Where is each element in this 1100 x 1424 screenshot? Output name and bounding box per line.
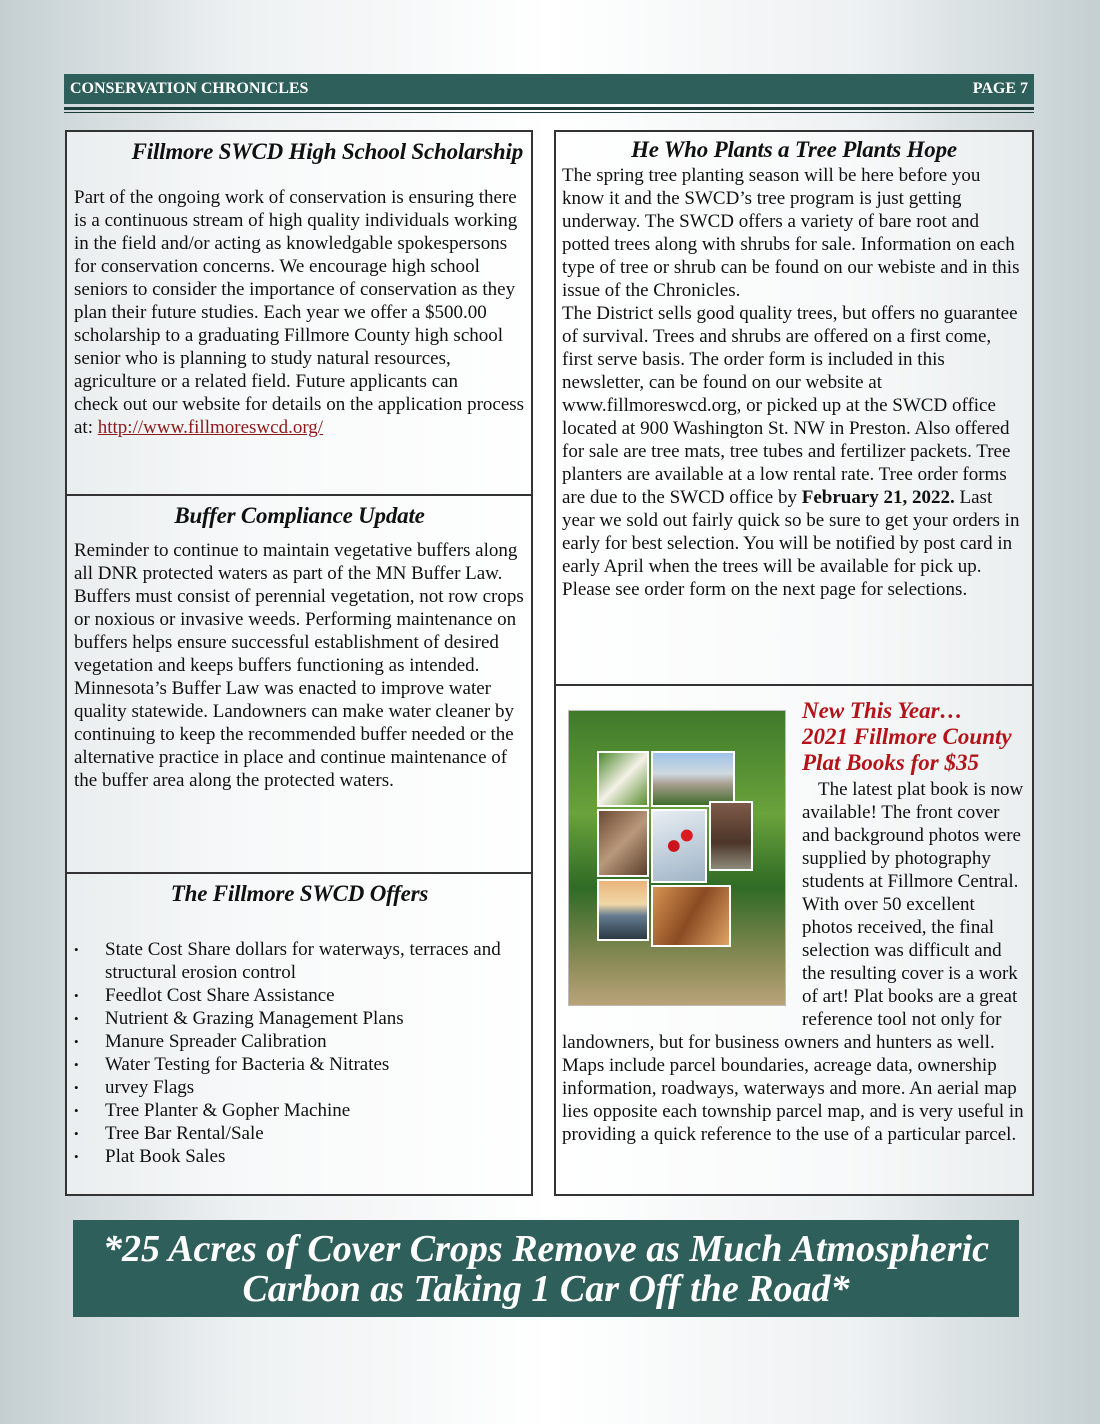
banner-line-2: Carbon as Taking 1 Car Off the Road* [242,1267,850,1310]
list-item: • State Cost Share dollars for waterways, terraces and structural erosion control [105,938,525,984]
banner-text [103,1229,989,1309]
tree-paragraph-2 [562,302,1026,601]
list-item: • Tree Planter & Gopher Machine [105,1099,525,1122]
tree-paragraph-1: The spring tree planting season will be here before you know it and the SWCD’s tree program is just getting underway. The SWCD offers a variety of bare root and potted trees along with shrubs for sale. Information on each type of tree or shrub can be found on our webiste and in this issue of the Chronicles. [562,165,1020,301]
plat-book-cover-collage [568,710,786,1006]
list-item: • urvey Flags [105,1076,525,1099]
offers-title: The Fillmore SWCD Offers [170,881,429,906]
list-item: • Feedlot Cost Share Assistance [105,984,525,1007]
buffer-body: Reminder to continue to maintain vegetative buffers along all DNR protected waters as part of the MN Buffer Law. Buffers must consist of perennial vegetation, not row crops or noxious or invasive weeds. Performing maintenance on buffers helps ensure successful establishment of desired vegetation and keeps buffers functioning as intended. Minnesota’s Buffer Law was enacted to improve water quality statewide. Landowners can make water cleaner by continuing to keep the recommended buffer needed or the alternative practice in place and continue maintenance of the buffer area along the protected waters. [74,540,524,791]
header-divider [64,107,1034,110]
tree-bark-photo [597,809,649,877]
banner-line-1: *25 Acres of Cover Crops Remove as Much Atmospheric [103,1227,989,1270]
buffer-title: Buffer Compliance Update [174,503,425,528]
offers-article [65,872,533,1196]
plat-book-article [554,684,1034,1196]
page-number: PAGE 7 [972,80,1028,97]
sunset-farm-photo [597,879,649,941]
barn-photo [651,751,735,807]
header-divider-thin [64,112,1034,113]
page-header [64,74,1034,104]
list-item: • Manure Spreader Calibration [105,1030,525,1053]
cover-crop-banner [73,1220,1019,1317]
scholarship-article [65,130,533,496]
list-item: • Plat Book Sales [105,1145,525,1168]
order-deadline: February 21, 2022. [801,487,955,508]
newsletter-title: CONSERVATION CHRONICLES [70,80,309,97]
flowers-photo [597,751,649,807]
tree-text: The District sells good quality trees, but offers no guarantee of survival. Trees and shrubs are offered on a first come, first serve basis. The order form is included in this newsletter, can be found on our website at www.fillmoreswcd.org, or picked up at the SWCD office located at 900 Washington St. NW in Preston. Also offered for sale are tree mats, tree tubes and fertilizer packets. Tree planters are available at a low rental rate. Tree order forms are due to the SWCD office by [562,303,1018,508]
scholarship-text: Part of the ongoing work of conservation is ensuring there is a continuous stream of high quality individuals working in the field and/or acting as knowledgable spokespersons for conservation concerns. We encourage high school seniors to consider the importance of conservation as they plan their future studies. Each year we offer a $500.00 scholarship to a graduating Fillmore County high school senior who is planning to study natural resources, agriculture or a related field. Future applicants can [74,187,518,392]
tree-title: He Who Plants a Tree Plants Hope [631,137,957,162]
tree-text-2: Last year we sold out fairly quick so be sure to get your orders in early for best selection. You will be notified by post card in early April when the trees will be available for pick up. Please see order form on the next page for selections. [562,487,1020,600]
list-item: • Water Testing for Bacteria & Nitrates [105,1053,525,1076]
plat-headline-title: 2021 Fillmore County Plat Books for $35 [802,724,1012,775]
list-item: • Nutrient & Grazing Management Plans [105,1007,525,1030]
list-item: • Tree Bar Rental/Sale [105,1122,525,1145]
berries-photo [651,809,707,883]
scholarship-body [74,186,525,439]
scholarship-title: Fillmore SWCD High School Scholarship [131,139,523,164]
scholarship-link[interactable]: http://www.fillmoreswcd.org/ [97,417,324,438]
plat-headline-new: New This Year… [802,698,963,723]
tree-article [554,130,1034,686]
old-building-photo [709,801,753,871]
offers-list [74,938,525,1168]
scholarship-text-2: check out our website for details on the application process at: [74,394,525,438]
wood-grain-photo [651,885,731,947]
buffer-article [65,494,533,874]
plat-body: The latest plat book is now available! The front cover and background photos were supplied by photography students at Fillmore Central. With over 50 excellent photos received, the final selection was difficult and the resulting cover is a work of art! Plat books are a great reference tool not only for landowners, but for business owners and hunters as well. Maps include parcel boundaries, acreage data, ownership information, roadways, waterways and more. An aerial map lies opposite each township parcel map, and is very useful in providing a quick reference to the use of a particular parcel. [562,779,1024,1145]
